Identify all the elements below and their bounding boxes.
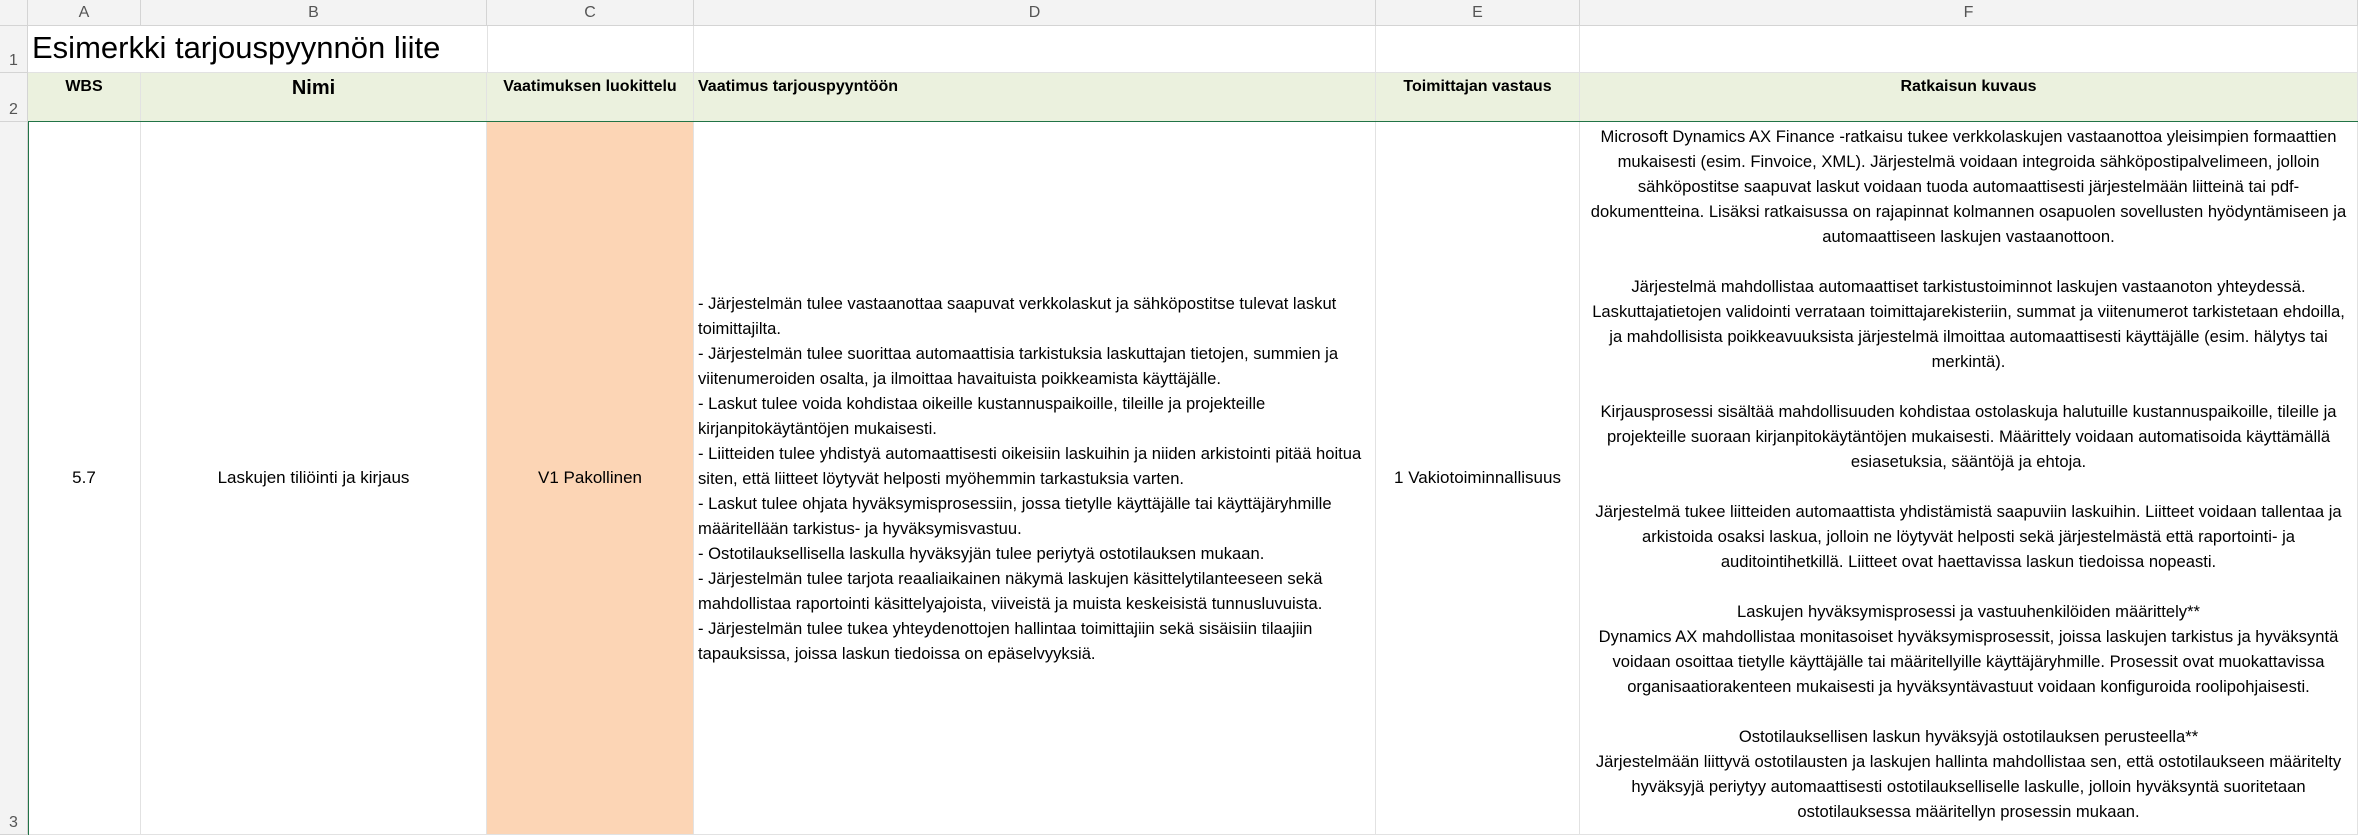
header-requirement[interactable]: Vaatimus tarjouspyyntöön (694, 73, 1376, 122)
cell-e1[interactable] (1376, 26, 1580, 73)
header-classification[interactable]: Vaatimuksen luokittelu (487, 73, 694, 122)
solution-paragraph: Kirjausprosessi sisältää mahdollisuuden kohdistaa ostolaskuja halutuille kustannuspaikoille, tileille ja projekteille suoraan kirjanpitokäytäntöjen mukaisesti. Määrittely voidaan automatisoida käyttämällä esiasetuksia, sääntöjä ja ehtoja. (1600, 402, 2337, 471)
header-name[interactable]: Nimi (141, 73, 487, 122)
column-header-f[interactable]: F (1580, 0, 2358, 26)
row-number: 2 (9, 101, 18, 118)
requirement-line: - Ostotilauksellisella laskulla hyväksyjän tulee periytyä ostotilauksen mukaan. (698, 543, 1265, 563)
solution-paragraph: Ostotilauksellisen laskun hyväksyjä ostotilauksen perusteella** Järjestelmään liittyvä ostotilausten ja laskujen hallinta mahdollistaa sen, että ostotilaukseen määritelty hyväksyjä periytyy automaattisesti ostotilaukselliselle laskulle, jolloin hyväksyntä suoritetaan ostotilauksessa määritellyn prosessin mukaan. (1595, 727, 2342, 821)
cell-classification[interactable]: V1 Pakollinen (487, 122, 694, 835)
cell-supplier-response[interactable]: 1 Vakiotoiminnallisuus (1376, 122, 1580, 835)
requirement-line: - Järjestelmän tulee vastaanottaa saapuvat verkkolaskut ja sähköpostitse tulevat laskut toimittajilta. (698, 293, 1337, 338)
requirement-line: - Laskut tulee voida kohdistaa oikeille kustannuspaikoille, tileille ja projekteille kirjanpitokäytäntöjen mukaisesti. (698, 393, 1266, 438)
requirement-line: - Liitteiden tulee yhdistyä automaattisesti oikeisiin laskuihin ja niiden arkistointi pitää hoitua siten, että liitteet löytyvät helposti myöhemmin tarkastuksia varten. (698, 443, 1362, 488)
header-solution[interactable]: Ratkaisun kuvaus (1580, 73, 2358, 122)
column-header-a[interactable]: A (28, 0, 141, 26)
cell-wbs[interactable]: 5.7 (28, 122, 141, 835)
row-number: 3 (9, 814, 18, 831)
row-header-3[interactable] (0, 122, 28, 835)
header-wbs[interactable]: WBS (28, 73, 141, 122)
cell-c1[interactable] (487, 26, 694, 73)
cell-name[interactable]: Laskujen tiliöinti ja kirjaus (141, 122, 487, 835)
row-header-2[interactable] (0, 73, 28, 122)
solution-paragraph: Järjestelmä mahdollistaa automaattiset tarkistustoiminnot laskujen vastaanoton yhteydessä. Laskuttajatietojen validointi verrataan toimittajarekisteriin, summat ja viitenumerot tarkistetaan ehdoilla, ja mahdollisista poikkeavuuksista järjestelmä ilmoittaa automaattisesti käyttäjälle (esim. hälytys tai merkintä). (1592, 277, 2345, 371)
select-all-corner[interactable] (0, 0, 28, 26)
requirement-line: - Laskut tulee ohjata hyväksymisprosessiin, jossa tietylle käyttäjälle tai käyttäjäryhmille määritellään tarkistus- ja hyväksymisvastuu. (698, 493, 1332, 538)
row-number: 1 (9, 52, 18, 69)
cell-f1[interactable] (1580, 26, 2358, 73)
solution-paragraph: Laskujen hyväksymisprosessi ja vastuuhenkilöiden määrittely** Dynamics AX mahdollistaa monitasoiset hyväksymisprosessit, joissa laskujen tarkistus ja hyväksyntä voidaan osoittaa tietylle käyttäjälle tai määritellyille käyttäjäryhmille. Prosessit ovat muokattavissa organisaatiorakenteen mukaisesti ja hyväksyntävastuut voidaan konfiguroida roolipohjaisesti. (1598, 602, 2339, 696)
solution-paragraph: Microsoft Dynamics AX Finance -ratkaisu tukee verkkolaskujen vastaanottoa yleisimpien formaattien mukaisesti (esim. Finvoice, XML). Järjestelmä voidaan integroida sähköpostipalvelimeen, jolloin sähköpostitse saapuvat laskut voidaan tuoda automaattisesti järjestelmään liitteinä tai pdf-dokumentteina. Lisäksi ratkaisussa on rajapinnat kolmannen osapuolen sovellusten hyödyntämiseen ja automaattiseen laskujen vastaanottoon. (1590, 127, 2347, 246)
requirement-line: - Järjestelmän tulee suorittaa automaattisia tarkistuksia laskuttajan tietojen, summien ja viitenumeroiden osalta, ja ilmoittaa havaituista poikkeamista käyttäjälle. (698, 343, 1339, 388)
header-supplier-response[interactable]: Toimittajan vastaus (1376, 73, 1580, 122)
column-header-c[interactable]: C (487, 0, 694, 26)
requirement-line: - Järjestelmän tulee tukea yhteydenottojen hallintaa toimittajiin sekä sisäisiin tilaajiin tapauksissa, joissa laskun tiedoissa on epäselvyyksiä. (698, 618, 1313, 663)
cell-solution[interactable] (1580, 122, 2358, 835)
sheet-title-cell[interactable]: Esimerkki tarjouspyynnön liite (28, 26, 487, 73)
solution-paragraph: Järjestelmä tukee liitteiden automaattista yhdistämistä saapuviin laskuihin. Liitteet voidaan tallentaa ja arkistoida osaksi laskua, jolloin ne löytyvät helposti sekä järjestelmästä että raportointi- ja auditointihetkillä. Liitteet ovat haettavissa laskun tiedoissa nopeasti. (1595, 502, 2342, 571)
cell-d1[interactable] (694, 26, 1376, 73)
cell-requirement[interactable] (694, 122, 1376, 835)
column-header-d[interactable]: D (694, 0, 1376, 26)
column-header-b[interactable]: B (141, 0, 487, 26)
column-header-e[interactable]: E (1376, 0, 1580, 26)
requirement-line: - Järjestelmän tulee tarjota reaaliaikainen näkymä laskujen käsittelytilanteeseen sekä mahdollistaa raportointi käsittelyajoista, viiveistä ja muista keskeisistä tunnusluvuista. (698, 568, 1323, 613)
row-header-1[interactable] (0, 26, 28, 73)
